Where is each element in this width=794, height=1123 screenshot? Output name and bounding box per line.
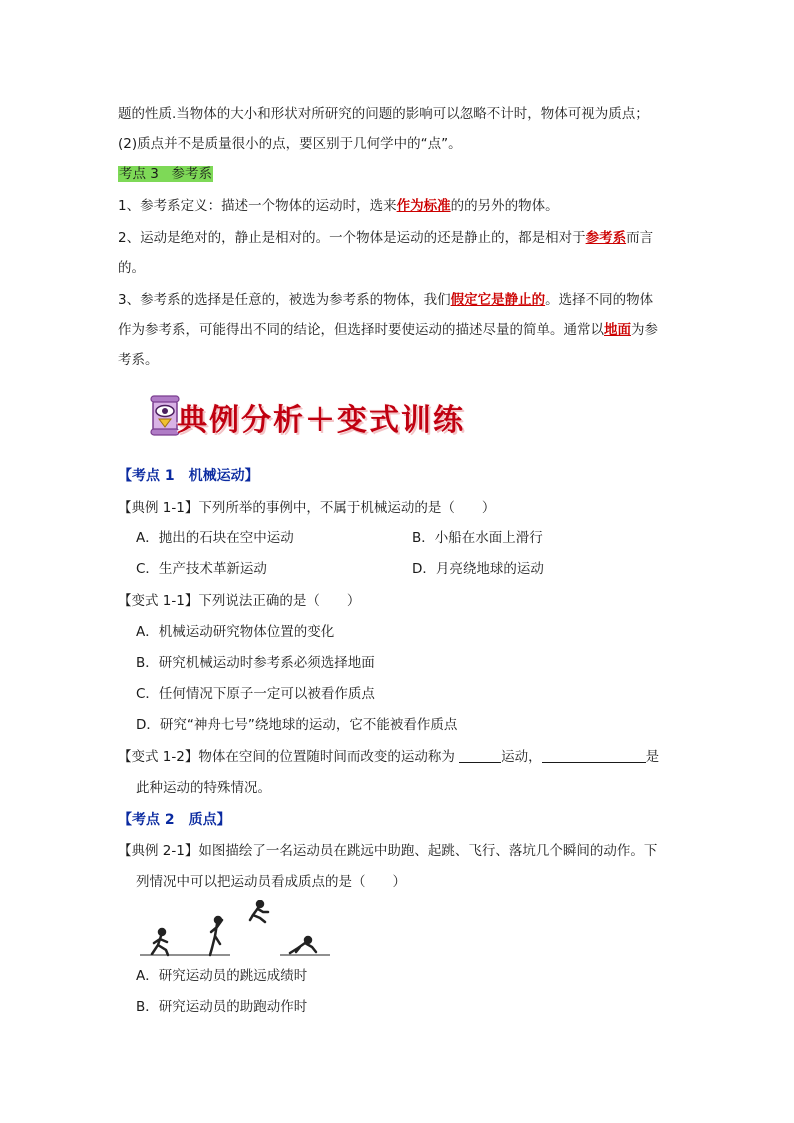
kaodian3-p3-end: 考系。 xyxy=(118,352,159,368)
sec2-q1: 【典例 2-1】如图描绘了一名运动员在跳远中助跑、起跳、飞行、落坑几个瞬间的动作。下 xyxy=(118,843,658,859)
q1-tag: 【典例 1-1】 xyxy=(118,500,199,516)
section-banner-title: 典例分析＋变式训练 xyxy=(177,403,465,438)
q3-tag: 【变式 1-2】 xyxy=(118,749,199,765)
blank-1[interactable] xyxy=(459,748,501,763)
kaodian3-p3-cont: 作为参考系，可能得出不同的结论，但选择时要使运动的描述尽量的简单。通常以地面为参 xyxy=(118,322,658,338)
q2-option-b[interactable]: B．研究机械运动时参考系必须选择地面 xyxy=(136,655,375,671)
q1-option-c[interactable]: C．生产技术革新运动 xyxy=(136,561,267,577)
sec1-q3: 【变式 1-2】物体在空间的位置随时间而改变的运动称为 运动， 是 xyxy=(118,749,660,765)
intro-line-2: (2)质点并不是质量很小的点，要区别于几何学中的“点”。 xyxy=(118,136,462,152)
q1-option-b[interactable]: B．小船在水面上滑行 xyxy=(412,530,543,546)
kaodian3-p2: 2、运动是绝对的，静止是相对的。一个物体是运动的还是静止的，都是相对于参考系而言 xyxy=(118,230,654,246)
kaodian3-p1: 1、参考系定义：描述一个物体的运动时，选来作为标准的的另外的物体。 xyxy=(118,198,559,214)
q1-option-a[interactable]: A．抛出的石块在空中运动 xyxy=(136,530,294,546)
blank-2[interactable] xyxy=(542,748,646,763)
q21-tag: 【典例 2-1】 xyxy=(118,843,199,859)
sec2-header: 【考点 2 质点】 xyxy=(118,812,231,828)
sec1-q1: 【典例 1-1】下列所举的事例中，不属于机械运动的是（ ） xyxy=(118,500,496,516)
keyword-ground: 地面 xyxy=(604,322,631,338)
kaodian3-heading xyxy=(118,164,213,184)
kaodian3-p3: 3、参考系的选择是任意的，被选为参考系的物体，我们假定它是静止的。选择不同的物体 xyxy=(118,292,654,308)
q2-option-a[interactable]: A．机械运动研究物体位置的变化 xyxy=(136,624,335,640)
sec1-header: 【考点 1 机械运动】 xyxy=(118,468,259,484)
kaodian3-p2-cont: 的。 xyxy=(118,260,145,276)
intro-line-1: 题的性质.当物体的大小和形状对所研究的问题的影响可以忽略不计时，物体可视为质点； xyxy=(118,106,649,122)
q1-option-d[interactable]: D．月亮绕地球的运动 xyxy=(412,561,544,577)
q2-option-d[interactable]: D．研究“神舟七号”绕地球的运动，它不能被看作质点 xyxy=(136,717,458,733)
q2-option-c[interactable]: C．任何情况下原子一定可以被看作质点 xyxy=(136,686,375,702)
q21-option-b[interactable]: B．研究运动员的助跑动作时 xyxy=(136,999,308,1015)
q2-tag: 【变式 1-1】 xyxy=(118,593,199,609)
long-jump-figure xyxy=(140,900,340,964)
sec2-q1-cont: 列情况中可以把运动员看成质点的是（ ） xyxy=(136,874,406,890)
sec1-q3-cont: 此种运动的特殊情况。 xyxy=(136,780,271,796)
sec1-q2: 【变式 1-1】下列说法正确的是（ ） xyxy=(118,593,361,609)
keyword-reference-frame: 参考系 xyxy=(585,230,627,246)
keyword-standard: 作为标准 xyxy=(396,198,451,214)
kaodian3-title: 参考系 xyxy=(171,166,212,182)
kaodian3-tag: 考点 3 xyxy=(119,166,159,182)
keyword-assumed-static: 假定它是静止的 xyxy=(450,292,546,308)
q21-option-a[interactable]: A．研究运动员的跳远成绩时 xyxy=(136,968,308,984)
